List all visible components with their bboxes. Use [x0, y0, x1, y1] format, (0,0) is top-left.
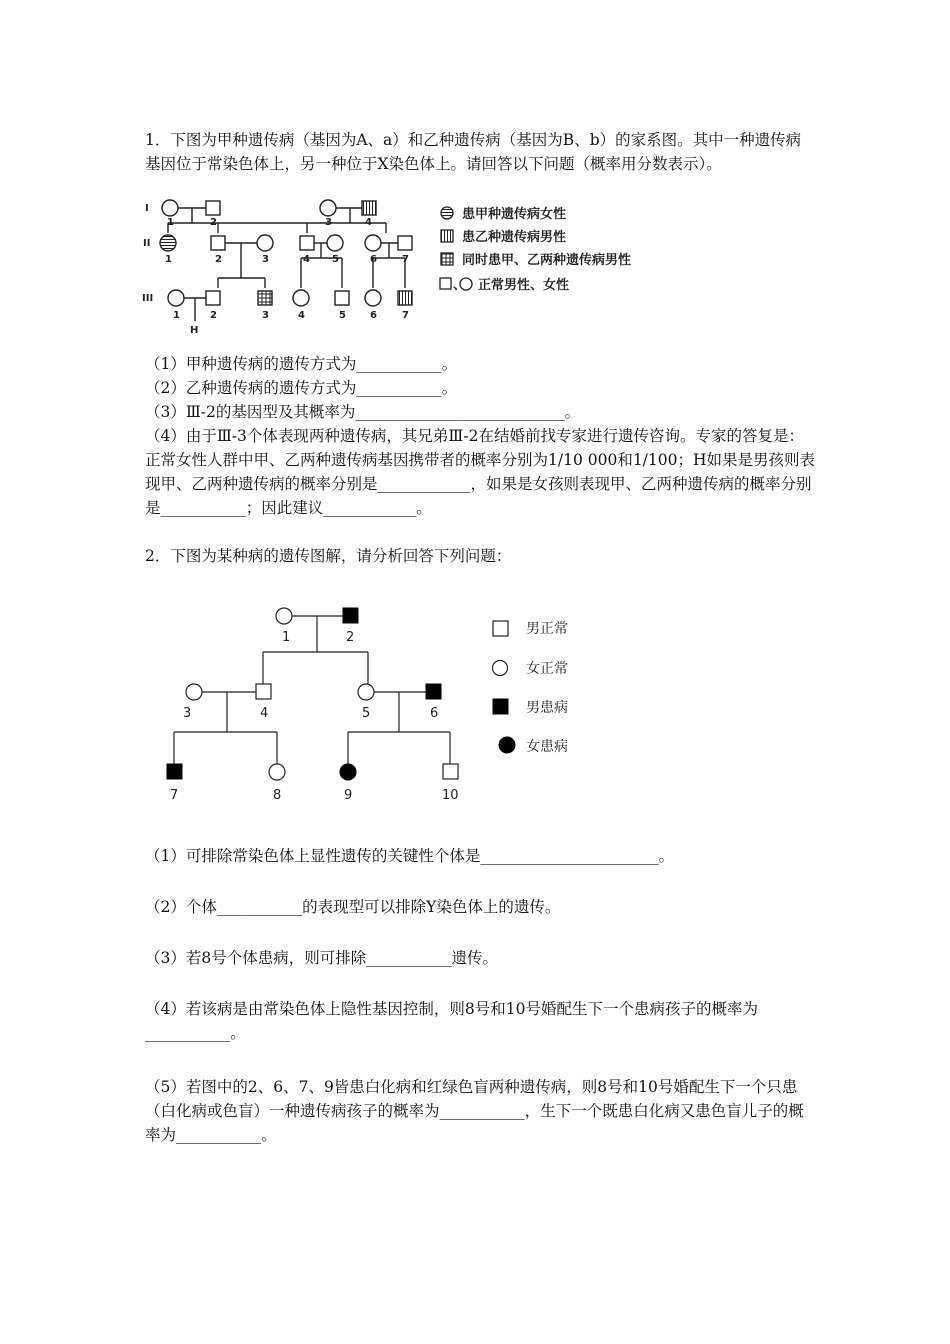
- g2-num-1: 1: [165, 254, 172, 265]
- g3-num-7: 7: [402, 310, 409, 321]
- g2-num-3: 3: [262, 254, 269, 265]
- p2-num-3: 3: [183, 706, 192, 721]
- g3-num-2: 2: [210, 310, 217, 321]
- q2-question-4: （4）若该病是由常染色体上隐性基因控制，则8号和10号婚配生下一个患病孩子的概率为___________。: [145, 1000, 758, 1042]
- g2-num-7: 7: [402, 254, 409, 265]
- gen-label-3: III: [142, 293, 154, 304]
- p2-num-7: 7: [170, 788, 179, 803]
- legend-2-male-normal: 男正常: [526, 621, 568, 637]
- q2-question-3: （3）若8号个体患病，则可排除___________遗传。: [145, 949, 498, 967]
- gen-label-1: I: [145, 203, 149, 214]
- q1-intro: 1．下图为甲种遗传病（基因为A、a）和乙种遗传病（基因为B、b）的家系图。其中一种遗传病基因位于常染色体上，另一种位于X染色体上。请回答以下问题（概率用分数表示）。: [145, 131, 802, 173]
- g2-num-4: 4: [303, 254, 310, 265]
- legend-2-male-affected: 男患病: [526, 700, 568, 716]
- q2-question-2: （2）个体___________的表现型可以排除Y染色体上的遗传。: [145, 898, 561, 916]
- g3-num-5: 5: [339, 310, 346, 321]
- p2-num-5: 5: [362, 706, 371, 721]
- p2-num-4: 4: [260, 706, 269, 721]
- gen-label-2: II: [143, 238, 151, 249]
- pedigree-chart-2: [160, 600, 600, 810]
- p2-num-6: 6: [430, 706, 439, 721]
- legend-1-normal: 正常男性、女性: [478, 278, 570, 293]
- g2-num-5: 5: [332, 254, 339, 265]
- g3-num-3: 3: [262, 310, 269, 321]
- g3-num-4: 4: [298, 310, 305, 321]
- q2-question-1: （1）可排除常染色体上显性遗传的关键性个体是_______________________。: [145, 847, 675, 865]
- legend-1-affected-male-b: 患乙种遗传病男性: [462, 230, 567, 245]
- p2-num-10: 10: [442, 788, 459, 803]
- g1-num-1: 1: [167, 217, 174, 228]
- g1-num-3: 3: [325, 217, 332, 228]
- legend-1-separator: 、: [453, 278, 467, 293]
- g3-num-6: 6: [370, 310, 377, 321]
- q1-question-2: （2）乙种遗传病的遗传方式为___________。: [145, 379, 458, 397]
- p2-num-2: 2: [346, 630, 355, 645]
- p2-num-9: 9: [344, 788, 353, 803]
- h-label: H: [190, 325, 199, 336]
- g2-num-2: 2: [215, 254, 222, 265]
- legend-1-affected-male-ab: 同时患甲、乙两种遗传病男性: [462, 253, 632, 268]
- q1-question-4: （4）由于Ⅲ-3个体表现两种遗传病，其兄弟Ⅲ-2在结婚前找专家进行遗传咨询。专家的答复是：正常女性人群中甲、乙两种遗传病基因携带者的概率分别为1/10 000和1/100；H如果是男孩则表现甲、乙两种遗传病的概率分别是____________，如果是女孩则表现甲、乙两种遗传病的概率分别是___________；因此建议____________。: [145, 427, 816, 517]
- q2-question-5: （5）若图中的2、6、7、9皆患白化病和红绿色盲两种遗传病，则8号和10号婚配生下一个只患（白化病或色盲）一种遗传病孩子的概率为___________，生下一个既患白化病又患色盲儿子的概率为___________。: [145, 1078, 804, 1144]
- legend-2-female-normal: 女正常: [526, 661, 568, 677]
- g1-num-2: 2: [210, 217, 217, 228]
- q1-question-3: （3）Ⅲ-2的基因型及其概率为___________________________。: [145, 403, 581, 421]
- p2-num-8: 8: [273, 788, 282, 803]
- g1-num-4: 4: [365, 217, 372, 228]
- g2-num-6: 6: [370, 254, 377, 265]
- legend-2-female-affected: 女患病: [526, 739, 568, 755]
- q2-intro: 2．下图为某种病的遗传图解，请分析回答下列问题：: [145, 547, 512, 565]
- g3-num-1: 1: [173, 310, 180, 321]
- legend-1-affected-female-a: 患甲种遗传病女性: [462, 207, 567, 222]
- pedigree-chart-1: [140, 196, 670, 346]
- q1-question-1: （1）甲种遗传病的遗传方式为___________。: [145, 355, 458, 373]
- p2-num-1: 1: [282, 630, 291, 645]
